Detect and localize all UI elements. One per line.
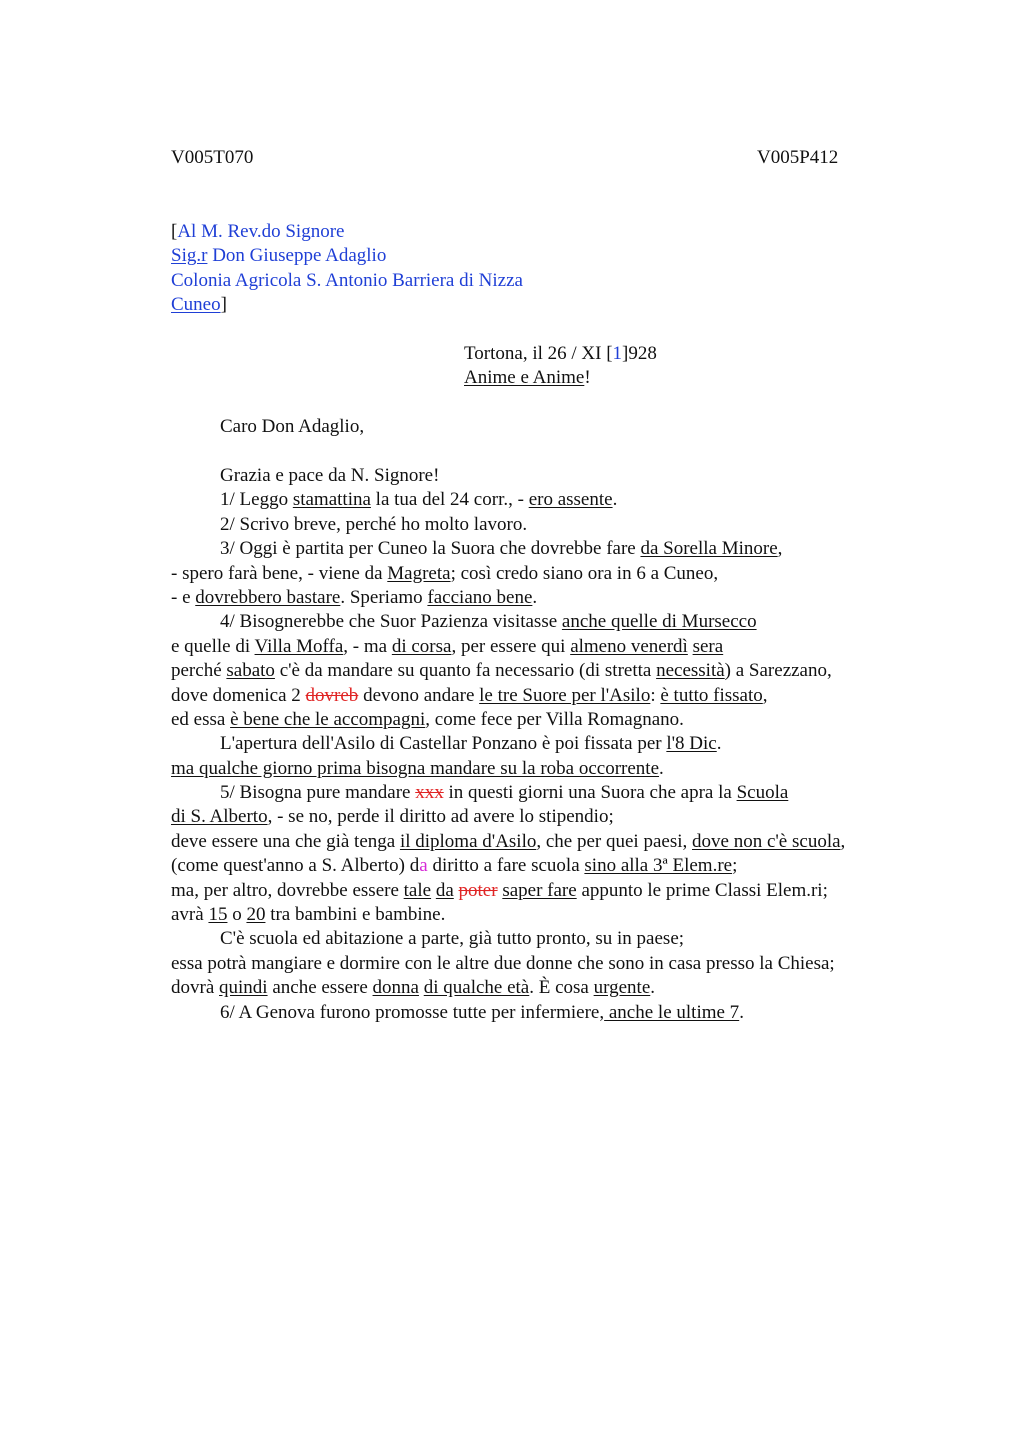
body-line: 6/ A Genova furono promosse tutte per infermiere, anche le ultime 7. bbox=[220, 1001, 744, 1023]
address-city: Cuneo bbox=[171, 294, 221, 316]
motto: Anime e Anime bbox=[464, 367, 585, 389]
document-code-left: V005T070 bbox=[171, 147, 254, 168]
letter-body bbox=[171, 464, 845, 1025]
address-block bbox=[171, 220, 523, 318]
inserted-letter: a bbox=[419, 855, 428, 877]
greeting: Caro Don Adaglio, bbox=[220, 416, 365, 437]
address-open-bracket: [ bbox=[171, 221, 178, 242]
body-line: C'è scuola ed abitazione a parte, già tutto pronto, su in paese; bbox=[220, 928, 685, 950]
motto-excl: ! bbox=[584, 367, 591, 389]
address-abbrev: Sig.r bbox=[171, 245, 208, 267]
body-line: dove domenica 2 dovreb devono andare le tre Suore per l'Asilo: è tutto fissato, bbox=[171, 684, 768, 706]
body-line: perché sabato c'è da mandare su quanto fa necessario (di stretta necessità) a Sarezzano, bbox=[171, 660, 832, 682]
body-line: 1/ Leggo stamattina la tua del 24 corr., - ero assente. bbox=[220, 489, 618, 511]
address-line-1: Al M. Rev.do Signore bbox=[177, 221, 345, 242]
deleted-word: xxx bbox=[415, 782, 444, 804]
dateline bbox=[464, 342, 657, 391]
deleted-word: poter bbox=[458, 879, 498, 901]
document-code-right: V005P412 bbox=[757, 147, 839, 168]
body-line: 2/ Scrivo breve, perché ho molto lavoro. bbox=[220, 513, 528, 535]
body-line: - e dovrebbero bastare. Speriamo facciano bene. bbox=[171, 586, 538, 608]
date-text: Tortona, il 26 / XI [ bbox=[464, 343, 613, 364]
date-year: ]928 bbox=[622, 343, 657, 364]
body-line: 5/ Bisogna pure mandare xxx in questi giorni una Suora che apra la Scuola bbox=[220, 782, 789, 804]
body-line: Grazia e pace da N. Signore! bbox=[220, 465, 440, 486]
body-line: L'apertura dell'Asilo di Castellar Ponzano è poi fissata per l'8 Dic. bbox=[220, 733, 722, 755]
date-editor-digit: 1 bbox=[612, 343, 623, 364]
body-line: ma qualche giorno prima bisogna mandare su la roba occorrente. bbox=[171, 757, 664, 779]
body-line: e quelle di Villa Moffa, - ma di corsa, per essere qui almeno venerdì sera bbox=[171, 635, 724, 657]
body-line: (come quest'anno a S. Alberto) da diritto a fare scuola sino alla 3ª Elem.re; bbox=[171, 855, 738, 877]
body-line: - spero farà bene, - viene da Magreta; così credo siano ora in 6 a Cuneo, bbox=[171, 562, 719, 584]
body-line: avrà 15 o 20 tra bambini e bambine. bbox=[171, 904, 446, 926]
deleted-word: dovreb bbox=[305, 684, 359, 706]
body-line: deve essere una che già tenga il diploma d'Asilo, che per quei paesi, dove non c'è scuola, bbox=[171, 830, 846, 852]
body-line: dovrà quindi anche essere donna di qualche età. È cosa urgente. bbox=[171, 977, 656, 999]
address-close-bracket: ] bbox=[220, 294, 227, 316]
address-line-2: Don Giuseppe Adaglio bbox=[207, 245, 387, 267]
address-line-3: Colonia Agricola S. Antonio Barriera di Nizza bbox=[171, 269, 523, 291]
body-line: ed essa è bene che le accompagni, come fece per Villa Romagnano. bbox=[171, 708, 684, 730]
body-line: 4/ Bisognerebbe che Suor Pazienza visitasse anche quelle di Mursecco bbox=[220, 611, 757, 633]
body-line: di S. Alberto, - se no, perde il diritto ad avere lo stipendio; bbox=[171, 806, 614, 828]
body-line: 3/ Oggi è partita per Cuneo la Suora che dovrebbe fare da Sorella Minore, bbox=[220, 538, 783, 560]
body-line: ma, per altro, dovrebbe essere tale da poter saper fare appunto le prime Classi Elem.ri; bbox=[171, 879, 828, 901]
body-line: essa potrà mangiare e dormire con le altre due donne che sono in casa presso la Chiesa; bbox=[171, 952, 835, 974]
